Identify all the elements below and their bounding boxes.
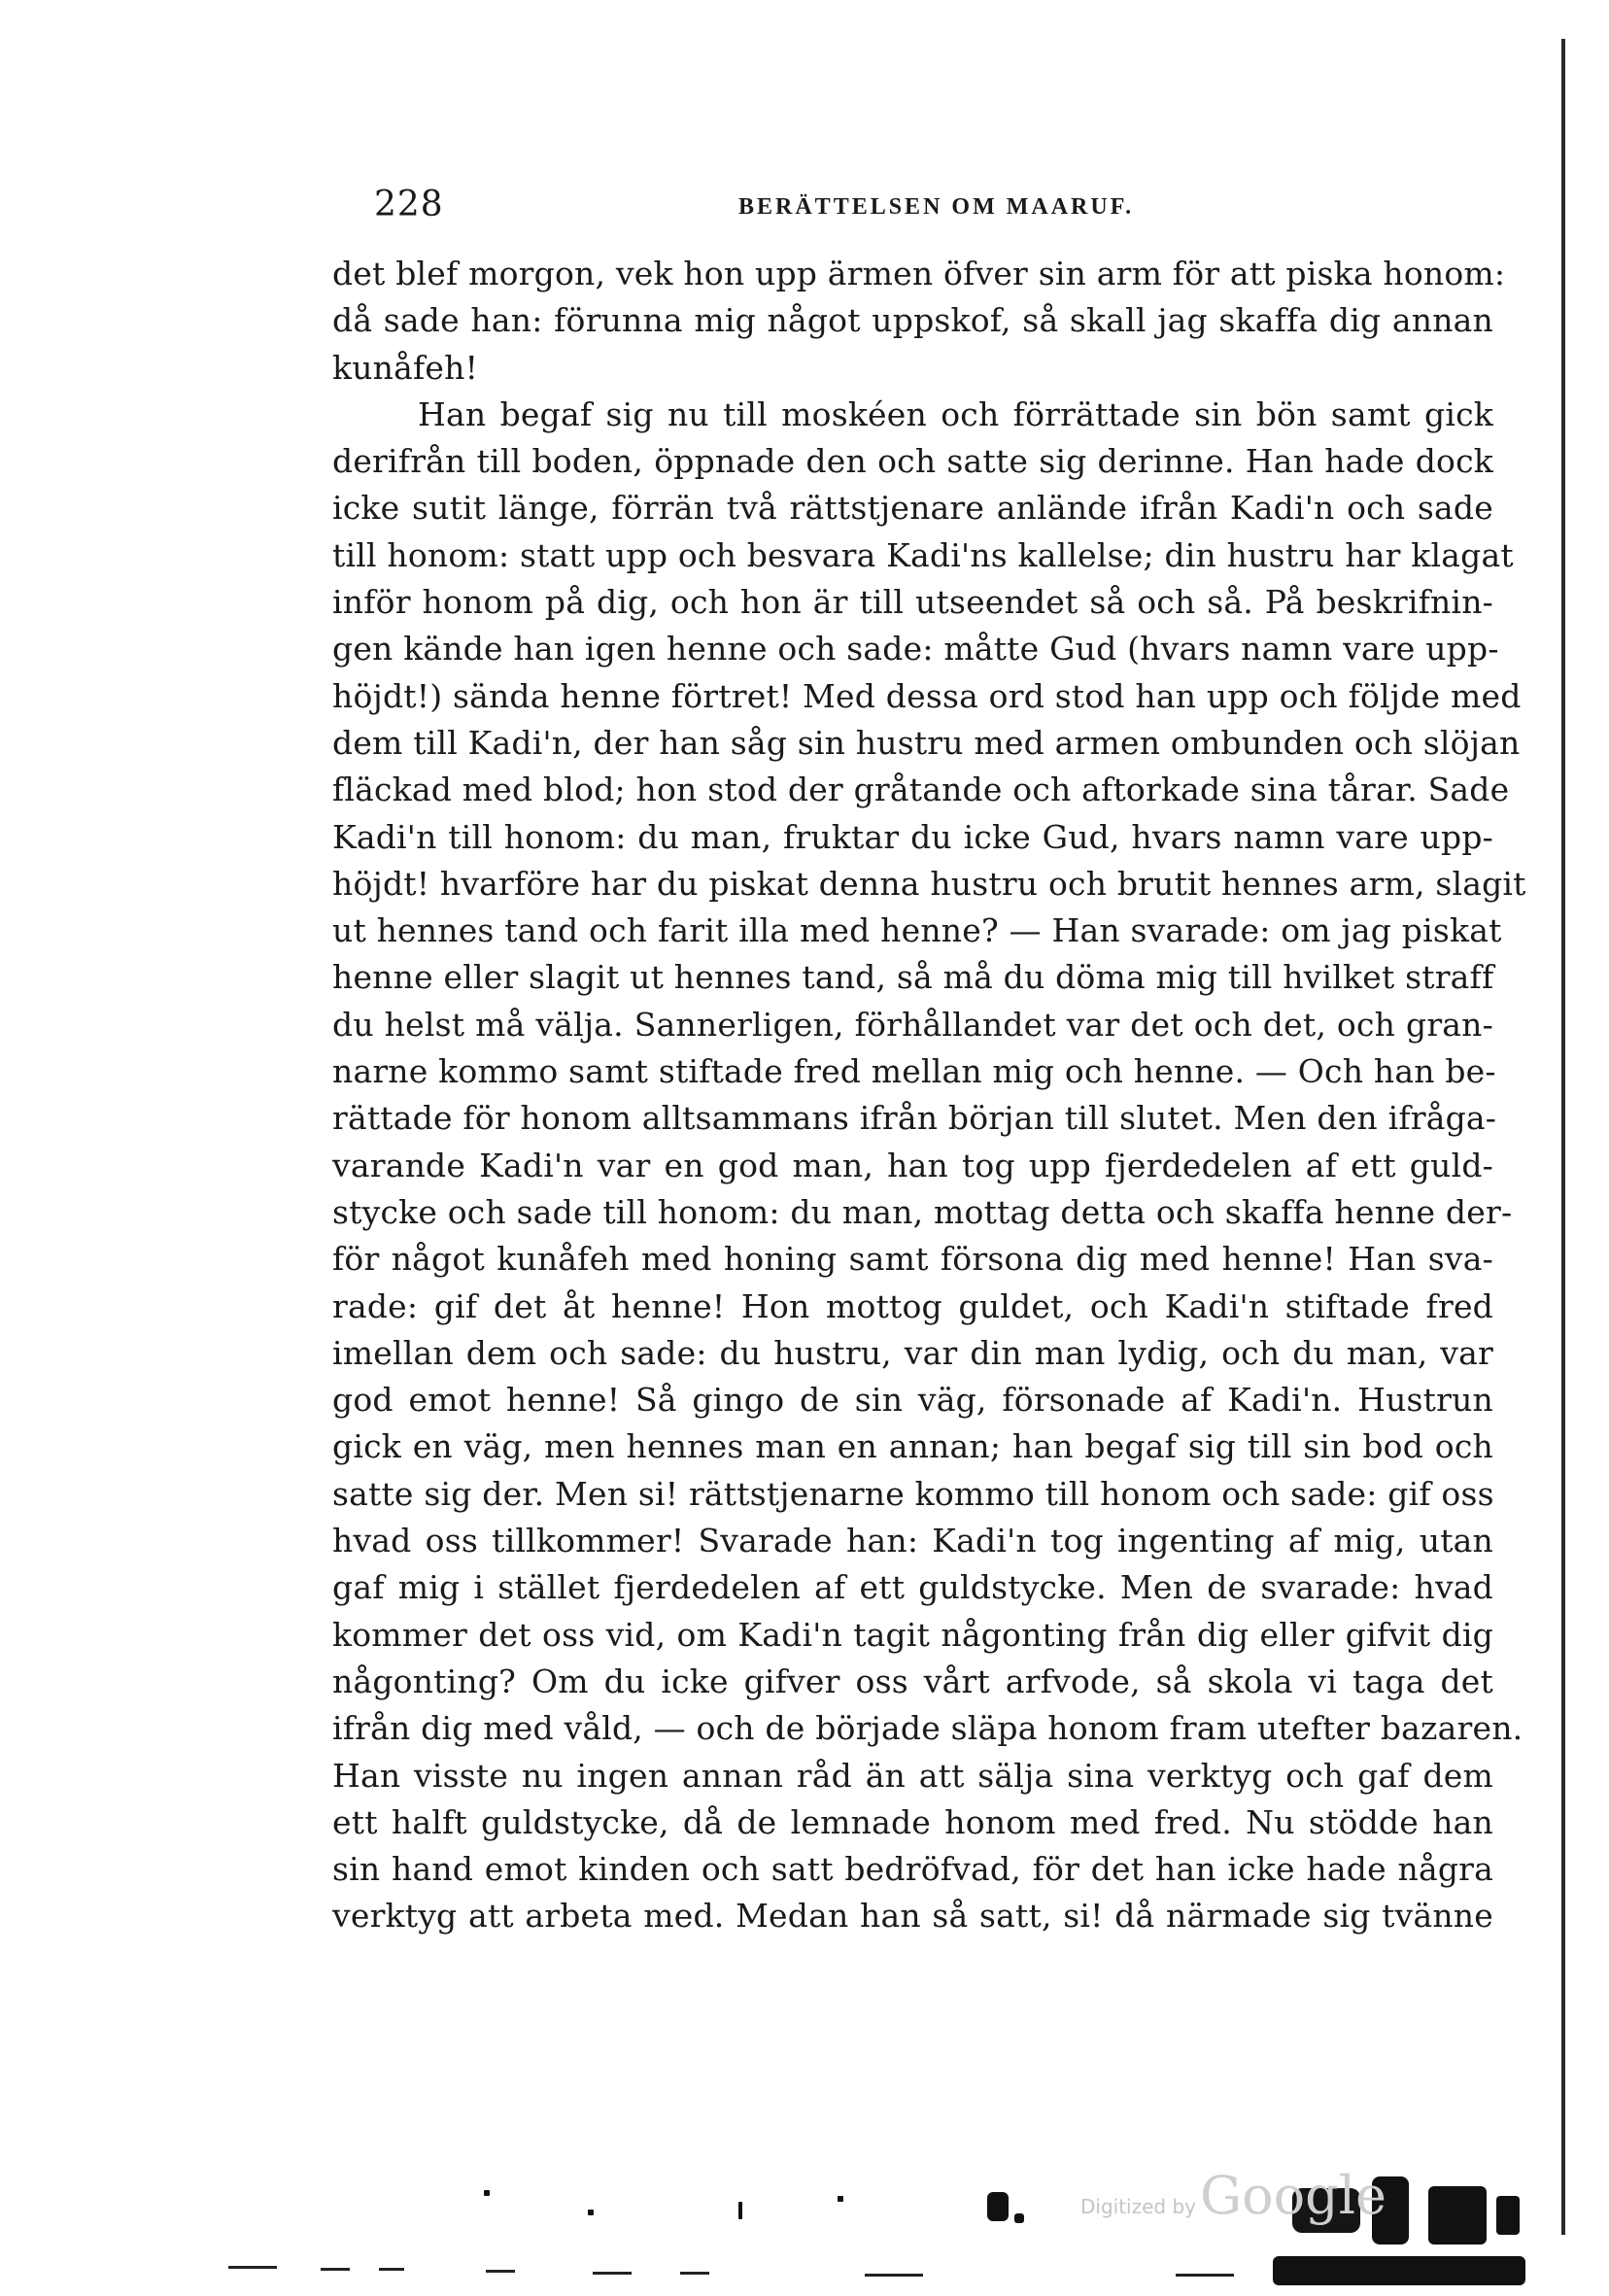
- text-line: gaf mig i stället fjerdedelen af ett guldstycke. Men de svarade: hvad: [332, 1568, 1493, 1607]
- scan-blot: [1496, 2196, 1520, 2235]
- text-line: Han begaf sig nu till moskéen och förrättade sin bön samt gick: [418, 394, 1493, 433]
- scan-blot: [1273, 2256, 1525, 2285]
- watermark-prefix: Digitized by: [1080, 2195, 1196, 2218]
- text-line: inför honom på dig, och hon är till utseendet så och så. På beskrifnin-: [332, 583, 1493, 622]
- text-line: imellan dem och sade: du hustru, var din man lydig, och du man, var: [332, 1333, 1493, 1372]
- scan-speck: [484, 2190, 490, 2196]
- scan-speck: [588, 2210, 594, 2215]
- text-line: du helst må välja. Sannerligen, förhållandet var det och det, och gran-: [332, 1005, 1493, 1044]
- text-line: till honom: statt upp och besvara Kadi'ns kallelse; din hustru har klagat: [332, 535, 1514, 574]
- scan-dash: [379, 2268, 404, 2271]
- text-line: ut hennes tand och farit illa med henne? — Han svarade: om jag piskat: [332, 911, 1502, 950]
- text-line: god emot henne! Så gingo de sin väg, försonade af Kadi'n. Hustrun: [332, 1381, 1493, 1420]
- text-line: Han visste nu ingen annan råd än att sälja sina verktyg och gaf dem: [332, 1756, 1493, 1795]
- scan-dash: [593, 2272, 632, 2275]
- text-line: höjdt!) sända henne förtret! Med dessa ord stod han upp och följde med: [332, 676, 1522, 715]
- text-line: verktyg att arbeta med. Medan han så satt, si! då närmade sig tvänne: [332, 1897, 1493, 1936]
- page-edge-line: [1561, 39, 1565, 2235]
- text-line: icke sutit länge, förrän två rättstjenare anlände ifrån Kadi'n och sade: [332, 489, 1493, 528]
- scan-speck: [738, 2202, 742, 2219]
- scan-dash: [486, 2270, 515, 2273]
- watermark-brand: Google: [1200, 2165, 1386, 2226]
- text-line: rättade för honom alltsammans ifrån början till slutet. Men den ifråga-: [332, 1099, 1497, 1138]
- text-line: då sade han: förunna mig något uppskof, så skall jag skaffa dig annan: [332, 301, 1493, 340]
- text-line: varande Kadi'n var en god man, han tog upp fjerdedelen af ett guld-: [332, 1146, 1493, 1184]
- text-line: kommer det oss vid, om Kadi'n tagit någonting från dig eller gifvit dig: [332, 1615, 1493, 1654]
- text-line: satte sig der. Men si! rättstjenarne kommo till honom och sade: gif oss: [332, 1474, 1494, 1513]
- text-line: det blef morgon, vek hon upp ärmen öfver sin arm för att piska honom:: [332, 255, 1506, 292]
- scan-dash: [680, 2272, 709, 2275]
- text-line: gen kände han igen henne och sade: måtte Gud (hvars namn vare upp-: [332, 630, 1499, 668]
- text-line: sin hand emot kinden och satt bedröfvad, för det han icke hade några: [332, 1850, 1493, 1889]
- text-line: gick en väg, men hennes man en annan; han begaf sig till sin bod och: [332, 1427, 1493, 1466]
- scan-dash: [1176, 2274, 1234, 2277]
- scan-dash: [228, 2266, 277, 2269]
- text-line: narne kommo samt stiftade fred mellan mig och henne. — Och han be-: [332, 1052, 1496, 1091]
- scan-blot: [1428, 2186, 1487, 2245]
- running-head: BERÄTTELSEN OM MAARUF.: [738, 194, 1135, 220]
- text-line: för något kunåfeh med honing samt försona dig med henne! Han sva-: [332, 1240, 1493, 1279]
- body-text: [332, 251, 1526, 1940]
- text-line: fläckad med blod; hon stod der gråtande och aftorkade sina tårar. Sade: [332, 771, 1510, 809]
- text-line: derifrån till boden, öppnade den och satte sig derinne. Han hade dock: [332, 442, 1493, 481]
- text-line: någonting? Om du icke gifver oss vårt arfvode, så skola vi taga det: [332, 1662, 1493, 1700]
- page-number: 228: [374, 185, 444, 224]
- text-line: ett halft guldstycke, då de lemnade honom med fred. Nu stödde han: [332, 1802, 1493, 1841]
- text-line: ifrån dig med våld, — och de började släpa honom fram utefter bazaren.: [332, 1709, 1523, 1748]
- text-line: kunåfeh!: [332, 348, 479, 387]
- digitized-watermark: [1080, 2165, 1386, 2226]
- page-header: [330, 175, 1166, 233]
- text-line: rade: gif det åt henne! Hon mottog guldet, och Kadi'n stiftade fred: [332, 1286, 1493, 1325]
- scan-dash: [865, 2274, 923, 2277]
- text-line: henne eller slagit ut hennes tand, så må du döma mig till hvilket straff: [332, 958, 1494, 997]
- scan-dash: [321, 2268, 350, 2271]
- text-line: höjdt! hvarföre har du piskat denna hustru och brutit hennes arm, slagit: [332, 864, 1526, 903]
- text-line: Kadi'n till honom: du man, fruktar du icke Gud, hvars namn vare upp-: [332, 817, 1493, 856]
- scan-blot: [987, 2192, 1009, 2221]
- scan-blot: [1014, 2213, 1024, 2223]
- text-line: dem till Kadi'n, der han såg sin hustru med armen ombunden och slöjan: [332, 723, 1521, 762]
- scan-speck: [838, 2196, 843, 2202]
- text-line: stycke och sade till honom: du man, mottag detta och skaffa henne der-: [332, 1192, 1513, 1231]
- text-line: hvad oss tillkommer! Svarade han: Kadi'n tog ingenting af mig, utan: [332, 1522, 1493, 1560]
